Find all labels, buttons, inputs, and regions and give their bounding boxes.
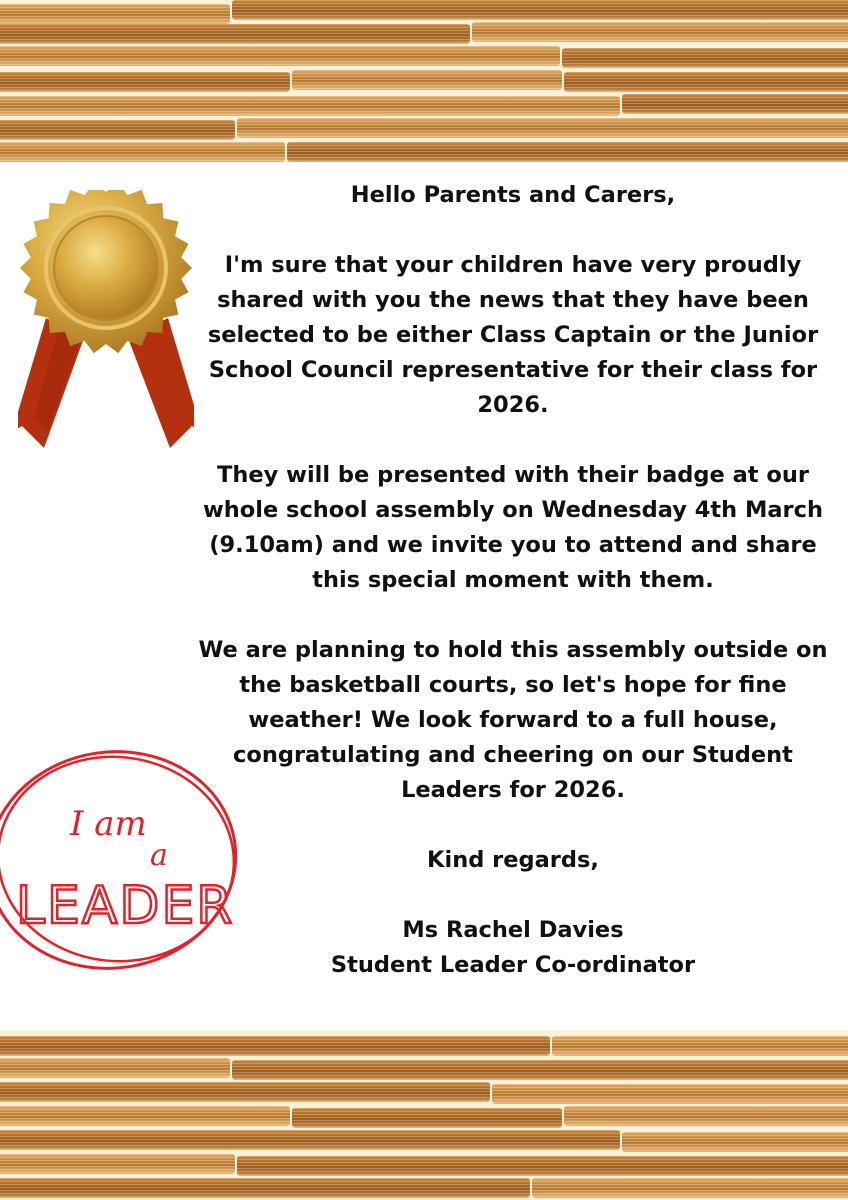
text-line: this special moment with them. [312, 567, 714, 593]
greeting: Hello Parents and Carers, [350, 182, 676, 208]
stamp-line1: I am [70, 804, 147, 844]
stamp-line2: a [150, 838, 168, 873]
text-line: congratulating and cheering on our Student [233, 742, 793, 768]
signature-title: Student Leader Co-ordinator [330, 952, 696, 978]
text-line: Leaders for 2026. [401, 777, 625, 803]
text-line: shared with you the news that they have been [217, 287, 809, 313]
text-line: We are planning to hold this assembly outside on [198, 637, 828, 663]
text-line: They will be presented with their badge at our [217, 462, 809, 488]
gold-medal-icon [18, 190, 194, 452]
top-wood-border [0, 0, 848, 162]
bottom-wood-border [0, 1030, 848, 1200]
text-line: I'm sure that your children have very proudly [224, 252, 802, 278]
signature-name: Ms Rachel Davies [402, 917, 624, 943]
paragraph-location [190, 633, 836, 808]
text-line: the basketball courts, so let's hope for fine [239, 672, 787, 698]
stamp-line3: LEADER [16, 876, 235, 936]
signature [190, 913, 836, 983]
paragraph-assembly [190, 458, 836, 598]
text-line: 2026. [477, 392, 549, 418]
letter-body [190, 178, 836, 983]
text-line: School Council representative for their class for [208, 357, 818, 383]
paragraph-announcement [190, 248, 836, 423]
text-line: whole school assembly on Wednesday 4th March [202, 497, 823, 523]
closing: Kind regards, [427, 847, 599, 873]
text-line: selected to be either Class Captain or the Junior [207, 322, 819, 348]
text-line: (9.10am) and we invite you to attend and share [209, 532, 817, 558]
text-line: weather! We look forward to a full house, [248, 707, 778, 733]
